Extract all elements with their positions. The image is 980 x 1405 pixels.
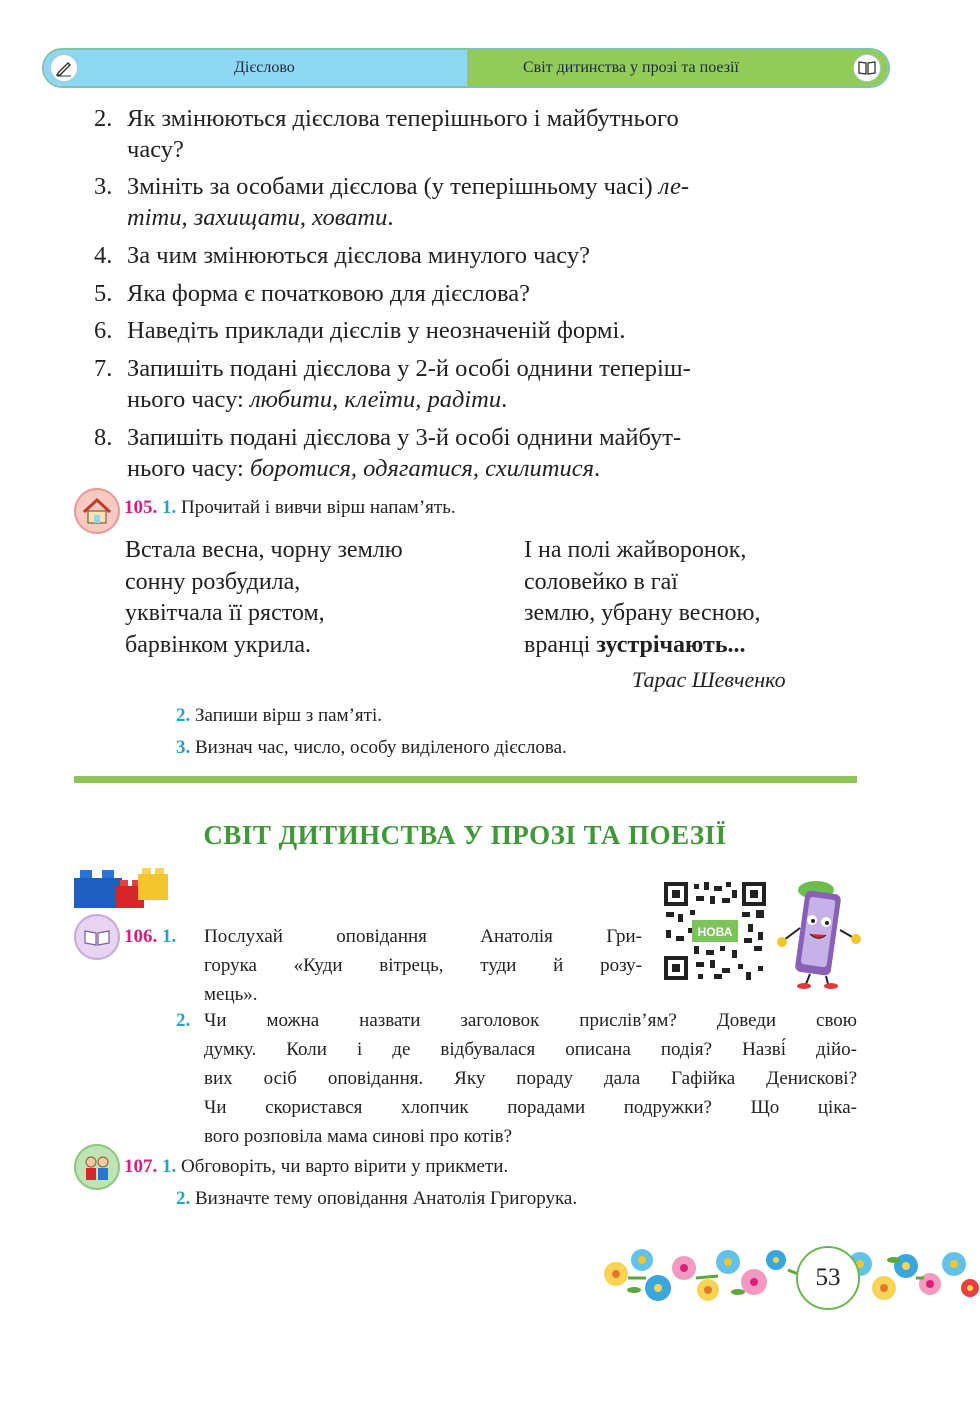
task-text: вого розповіла мама синові про котів?	[204, 1126, 513, 1147]
task-text: горука «Куди вітрець, туди й розу-	[204, 955, 642, 976]
task-text: Чи скористався хлопчик порадами подружки? Що ціка-	[204, 1097, 857, 1118]
pen-icon	[50, 54, 78, 82]
poem-line: сонну розбудила,	[125, 568, 301, 595]
question-number: 2.	[94, 105, 113, 132]
poem-line: землю, убрану весною,	[524, 600, 761, 626]
lego-blocks-illustration	[72, 860, 172, 912]
question-text: нього часу:	[127, 386, 250, 413]
question-number: 4.	[94, 242, 113, 269]
exercise-number: 106.	[124, 926, 158, 947]
question-text: За чим змінюються дієслова минулого часу?	[127, 242, 590, 269]
exercise-number: 107.	[124, 1156, 158, 1177]
question-text: .	[593, 455, 601, 482]
task-text: мець».	[204, 984, 258, 1005]
question-text: Яка форма є початковою для дієслова?	[127, 280, 531, 307]
question-6	[94, 315, 864, 346]
highlighted-verb: зустрічають	[596, 631, 728, 658]
task-text: Визначте тему оповідання Анатолія Григорука.	[195, 1188, 578, 1209]
question-number: 8.	[94, 424, 113, 451]
question-number: 5.	[94, 280, 113, 307]
page-header	[42, 48, 890, 88]
home-icon	[74, 488, 120, 534]
question-italic-words: тіти, захищати, ховати	[127, 204, 388, 231]
exercise-106-item-2-number	[176, 1006, 190, 1035]
task-text: Прочитай і вивчи вірш напам’ять.	[181, 497, 456, 518]
children-icon	[74, 1144, 120, 1190]
task-number: 2.	[176, 705, 191, 726]
exercise-106-header	[124, 922, 176, 951]
header-section: Світ дитинства у прозі та поезії	[523, 59, 739, 76]
header-left-section	[44, 50, 467, 86]
exercise-107-item-2	[176, 1184, 577, 1213]
poem-author: Тарас Шевченко	[632, 667, 786, 692]
exercise-number: 105.	[124, 497, 158, 518]
poem-line: вранці	[524, 631, 597, 658]
question-text: Як змінюються дієслова теперішнього і майбутнього	[127, 105, 679, 132]
page-number: 53	[796, 1246, 860, 1310]
question-2	[94, 103, 864, 165]
question-text: .	[387, 204, 394, 231]
exercise-106-item-1	[204, 922, 642, 1009]
task-text: вих осіб оповідання. Яку пораду дала Гафійка Денискові?	[204, 1068, 857, 1089]
question-italic-words: боротися, одягатися, схилитися	[249, 455, 594, 482]
task-number: 3.	[176, 737, 191, 758]
exercise-106-item-2	[204, 1006, 857, 1151]
question-text: Змініть за особами дієслова (у теперішньому часі)	[127, 173, 659, 200]
task-number: 1.	[162, 1156, 177, 1177]
exercise-105-item-2	[176, 701, 382, 730]
question-4	[94, 240, 864, 271]
question-text: часу?	[127, 136, 184, 163]
task-text: Визнач час, число, особу виділеного дієслова.	[195, 737, 567, 758]
question-7	[94, 353, 864, 415]
task-number: 2.	[176, 1010, 191, 1031]
section-title: СВІТ ДИТИНСТВА У ПРОЗІ ТА ПОЕЗІЇ	[203, 820, 727, 850]
task-number: 2.	[176, 1188, 191, 1209]
qr-badge-text: НОВА	[697, 925, 733, 939]
exercise-105-item-1	[124, 493, 456, 522]
header-topic: Дієслово	[234, 59, 295, 76]
question-italic-words: любити, клеїти, радіти	[249, 386, 502, 413]
question-5	[94, 278, 864, 309]
poem-ellipsis: ...	[727, 631, 746, 658]
book-icon	[853, 54, 881, 82]
question-number: 3.	[94, 173, 113, 200]
question-8	[94, 422, 864, 484]
poem-right-stanza	[524, 535, 760, 661]
question-text: .	[501, 386, 508, 413]
task-text: Запиши вірш з пам’яті.	[195, 705, 382, 726]
header-right-section	[467, 50, 888, 86]
question-italic-words: ле-	[658, 173, 690, 200]
question-text: нього часу:	[127, 455, 250, 482]
poem-line: соловейко в гаї	[524, 568, 678, 595]
task-number: 1.	[162, 497, 177, 518]
poem-line: барвінком укрила.	[125, 631, 312, 658]
exercise-107-item-1	[124, 1152, 508, 1181]
question-text: Запишіть подані дієслова у 3-й особі однини майбут-	[127, 424, 682, 451]
task-text: Обговоріть, чи варто вірити у прикмети.	[181, 1156, 509, 1177]
question-text: Наведіть приклади дієслів у неозначеній формі.	[127, 317, 626, 344]
task-text: Чи можна назвати заголовок прислів’ям? Доведи свою	[204, 1010, 857, 1031]
book-reading-icon	[74, 914, 120, 960]
task-text: Послухай оповідання Анатолія Гри-	[204, 926, 642, 947]
task-number: 1.	[162, 926, 177, 947]
exercise-105-item-3	[176, 733, 567, 762]
task-text: думку. Коли і де відбувалася описана подія? Назві́ дійо-	[204, 1039, 857, 1060]
section-divider	[74, 776, 857, 783]
flower-garland-decoration	[598, 1238, 980, 1314]
poem-line: уквітчала її рястом,	[125, 600, 325, 626]
question-text: Запишіть подані дієслова у 2-й особі однини теперіш-	[127, 355, 691, 382]
qr-code[interactable]	[662, 880, 768, 982]
poem-left-stanza	[125, 535, 403, 661]
question-3	[94, 171, 864, 233]
question-number: 6.	[94, 317, 113, 344]
question-number: 7.	[94, 355, 113, 382]
poem-line: І на полі жайворонок,	[524, 537, 747, 563]
poem-line: Встала весна, чорну землю	[125, 537, 403, 563]
phone-mascot-illustration	[770, 878, 862, 990]
